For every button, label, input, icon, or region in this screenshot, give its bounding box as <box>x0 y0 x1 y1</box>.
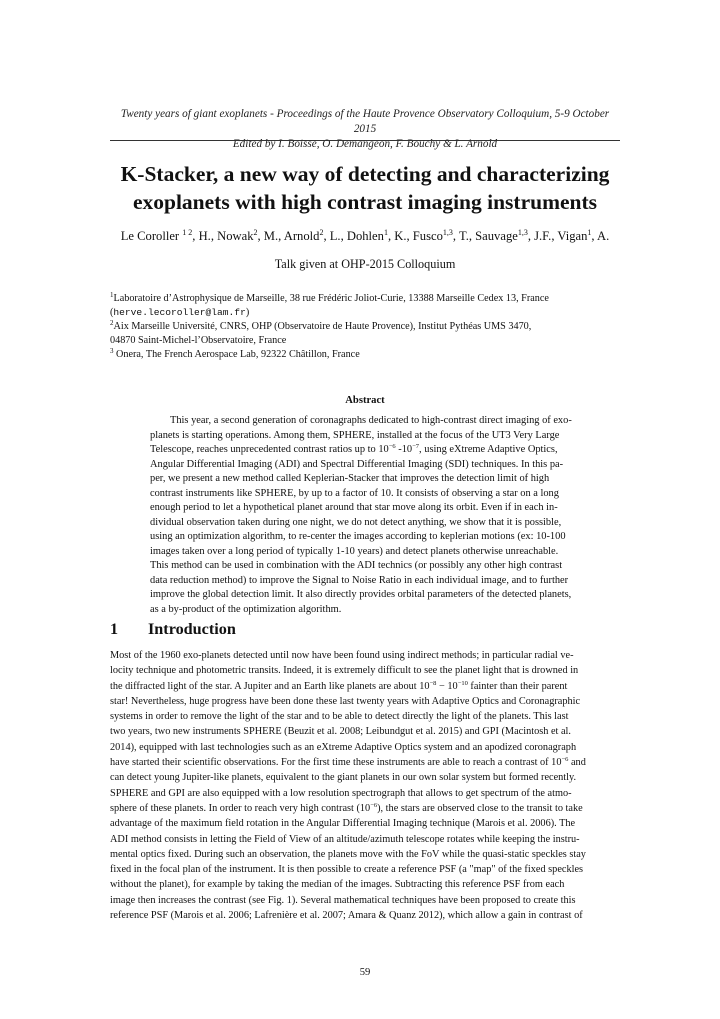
body-line: ADI method consists in letting the Field of View of an altitude/azimuth telescope rotates while keeping the instru- <box>110 833 580 845</box>
header-rule <box>110 140 620 141</box>
abstract-heading: Abstract <box>345 395 385 406</box>
body-line: without the planet), for example by taking the median of the images. Subtracting this reference PSF from each <box>110 879 565 891</box>
author-affil-sup: 2 <box>319 228 324 237</box>
abstract-line: per, we present a new method called Keplerian-Stacker that improves the detection limit of high <box>150 473 550 484</box>
abstract-line: dividual observation taken during one night, we do not detect anything, we show that it is possible, <box>150 516 562 528</box>
author-name: , J.F., Vigan <box>527 229 588 243</box>
abstract-line: Telescope, reaches unprecedented contrast ratios up to $10^{-6}$ $-10^{-7}$, using eXtreme Adaptive Optics, <box>150 443 558 455</box>
affiliations <box>110 292 630 362</box>
body-line: sphere of these planets. In order to reach very high contrast $(10^{-6})$, the stars are observed close to the transit to take <box>110 801 583 814</box>
affiliation-1-email: (herve.lecoroller@lam.fr) <box>110 307 250 318</box>
abstract-line: Angular Differential Imaging (ADI) and Spectral Differential Imaging (SDI) techniques. In this pa- <box>150 458 564 470</box>
author-name: , M., Arnold <box>257 229 320 243</box>
author-name: , T., Sauvage <box>452 229 518 243</box>
section-number: 1 <box>110 620 119 638</box>
body-line: Most of the 1960 exo-planets detected until now have been found using indirect methods; in particular radial ve- <box>110 650 574 661</box>
author-name: , A. <box>591 229 610 243</box>
affiliation-1 <box>110 292 630 306</box>
body-line: the diffracted light of the star. A Jupiter and an Earth like planets are about $10^{-8} - 10^{-10}$ fainter than their parent <box>110 679 568 692</box>
affiliation-text: Laboratoire d’Astrophysique de Marseille, 38 rue Frédéric Joliot-Curie, 13388 Marseille Cedex 13, France <box>113 293 549 304</box>
header-line-2: Edited by I. Boisse, O. Demangeon, F. Bouchy & L. Arnold <box>232 138 498 150</box>
abstract-line: enough period to let a hypothetical planet around that star move along its orbit. Even if in each in- <box>150 502 558 513</box>
abstract-line: images taken over a long period of typically 1-10 years) and detect planets otherwise unreachable. <box>150 545 559 557</box>
author-affil-sup: 1 <box>383 228 388 237</box>
email-link[interactable]: herve.lecoroller@lam.fr <box>113 307 246 318</box>
abstract-line: This year, a second generation of coronagraphs dedicated to high-contrast direct imaging of exo- <box>170 415 572 426</box>
author-name: , L., Dohlen <box>323 229 384 243</box>
affiliation-sup: 3 <box>110 347 114 355</box>
author-name: Le Coroller <box>120 229 183 243</box>
section-title: Introduction <box>148 620 236 638</box>
body-line: star! Nevertheless, huge progress have been done these last twenty years with Adaptive Optics and Coronagraphic <box>110 695 581 707</box>
body-line: two years, two new instruments SPHERE (Beuzit et al. 2008; Leibundgut et al. 2015) and GPI (Macintosh et al. <box>110 726 571 738</box>
body-line: can detect young Jupiter-like planets, equivalent to the giant planets in our own solar system but formed recently. <box>110 772 577 784</box>
header-line-1: Twenty years of giant exoplanets - Proceedings of the Haute Provence Observatory Colloquium, 5-9 October 2015 <box>120 108 610 135</box>
affiliation-sup: 1 <box>110 291 114 299</box>
author-affil-sup: 1 2 <box>182 228 193 237</box>
abstract-line: as a by-product of the optimization algorithm. <box>150 603 342 615</box>
abstract-line: data reduction method) to improve the Signal to Noise Ratio in each individual image, and to further <box>150 574 569 586</box>
body-line: mental optics fixed. During such an observation, the planets move with the FoV while the quasi-static speckles stay <box>110 848 586 860</box>
body-line: advantage of the maximum field rotation in the Angular Differential Imaging technique (Marois et al. 2006). The <box>110 818 576 830</box>
body-line: have started their scientific observations. For the first time these instruments are able to reach a contrast of $10^{-6}$ and <box>110 756 586 769</box>
body-line: systems in order to remove the light of the star and to be able to detect directly the light of the planets. This last <box>110 711 569 723</box>
abstract-line: contrast instruments like SPHERE, by up to a factor of 10. It consists of observing a star on a long <box>150 487 559 499</box>
author-name: , K., Fusco <box>387 229 443 243</box>
body-line: reference PSF (Marois et al. 2006; Lafrenière et al. 2007; Amara & Quanz 2012), which allow a gain in contrast of <box>110 910 583 922</box>
section-heading <box>110 620 236 639</box>
abstract-body <box>150 414 590 617</box>
affiliation-3 <box>110 348 630 362</box>
abstract-line: using an optimization algorithm, to re-center the images according to keplerian motions (ex: 10-100 <box>150 531 566 542</box>
author-affil-sup: 2 <box>253 228 258 237</box>
body-line: SPHERE and GPI are also equipped with a low resolution spectrograph that allows to get spectrum of the atmo- <box>110 787 572 799</box>
body-line: fixed in the focal plan of the instrument. It is then possible to create a reference PSF (a "map" of the fixed speckles <box>110 864 584 876</box>
introduction-body <box>110 648 620 923</box>
abstract-line: planets is starting operations. Among them, SPHERE, installed at the focus of the UT3 Very Large <box>150 429 560 441</box>
title-line-2: exoplanets with high contrast imaging instruments <box>132 190 598 214</box>
paper-title <box>100 160 630 216</box>
talk-note: Talk given at OHP-2015 Colloquium <box>274 257 456 271</box>
body-line: locity technique and photometric transits. Indeed, it is extremely difficult to see the planet light that is drowned in <box>110 665 579 677</box>
affiliation-2-cont: 04870 Saint-Michel-l’Observatoire, France <box>110 335 287 346</box>
affiliation-sup: 2 <box>110 319 114 327</box>
abstract-line: This method can be used in combination with the ADI technics (or possibly any other high contrast <box>150 560 563 571</box>
abstract-line: improve the global detection limit. It also directly provides orbital parameters of the detected planets, <box>150 589 572 600</box>
author-list <box>40 228 690 244</box>
author-affil-sup: 1,3 <box>517 228 528 237</box>
author-affil-sup: 1 <box>587 228 592 237</box>
title-line-1: K-Stacker, a new way of detecting and characterizing <box>120 162 610 186</box>
body-line: 2014), equipped with last technologies such as an eXtreme Adaptive Optics system and an apodized coronagraph <box>110 741 577 753</box>
affiliation-text: Onera, The French Aerospace Lab, 92322 Châtillon, France <box>113 349 360 360</box>
affiliation-text: Aix Marseille Université, CNRS, OHP (Observatoire de Haute Provence), Institut Pythéas UMS 3470, <box>113 321 532 332</box>
running-header <box>110 107 620 152</box>
body-line: image then increases the contrast (see Fig. 1). Several mathematical techniques have been proposed to create this <box>110 894 576 906</box>
page-number: 59 <box>359 967 371 978</box>
author-name: , H., Nowak <box>192 229 254 243</box>
author-affil-sup: 1,3 <box>442 228 453 237</box>
affiliation-2 <box>110 320 630 334</box>
